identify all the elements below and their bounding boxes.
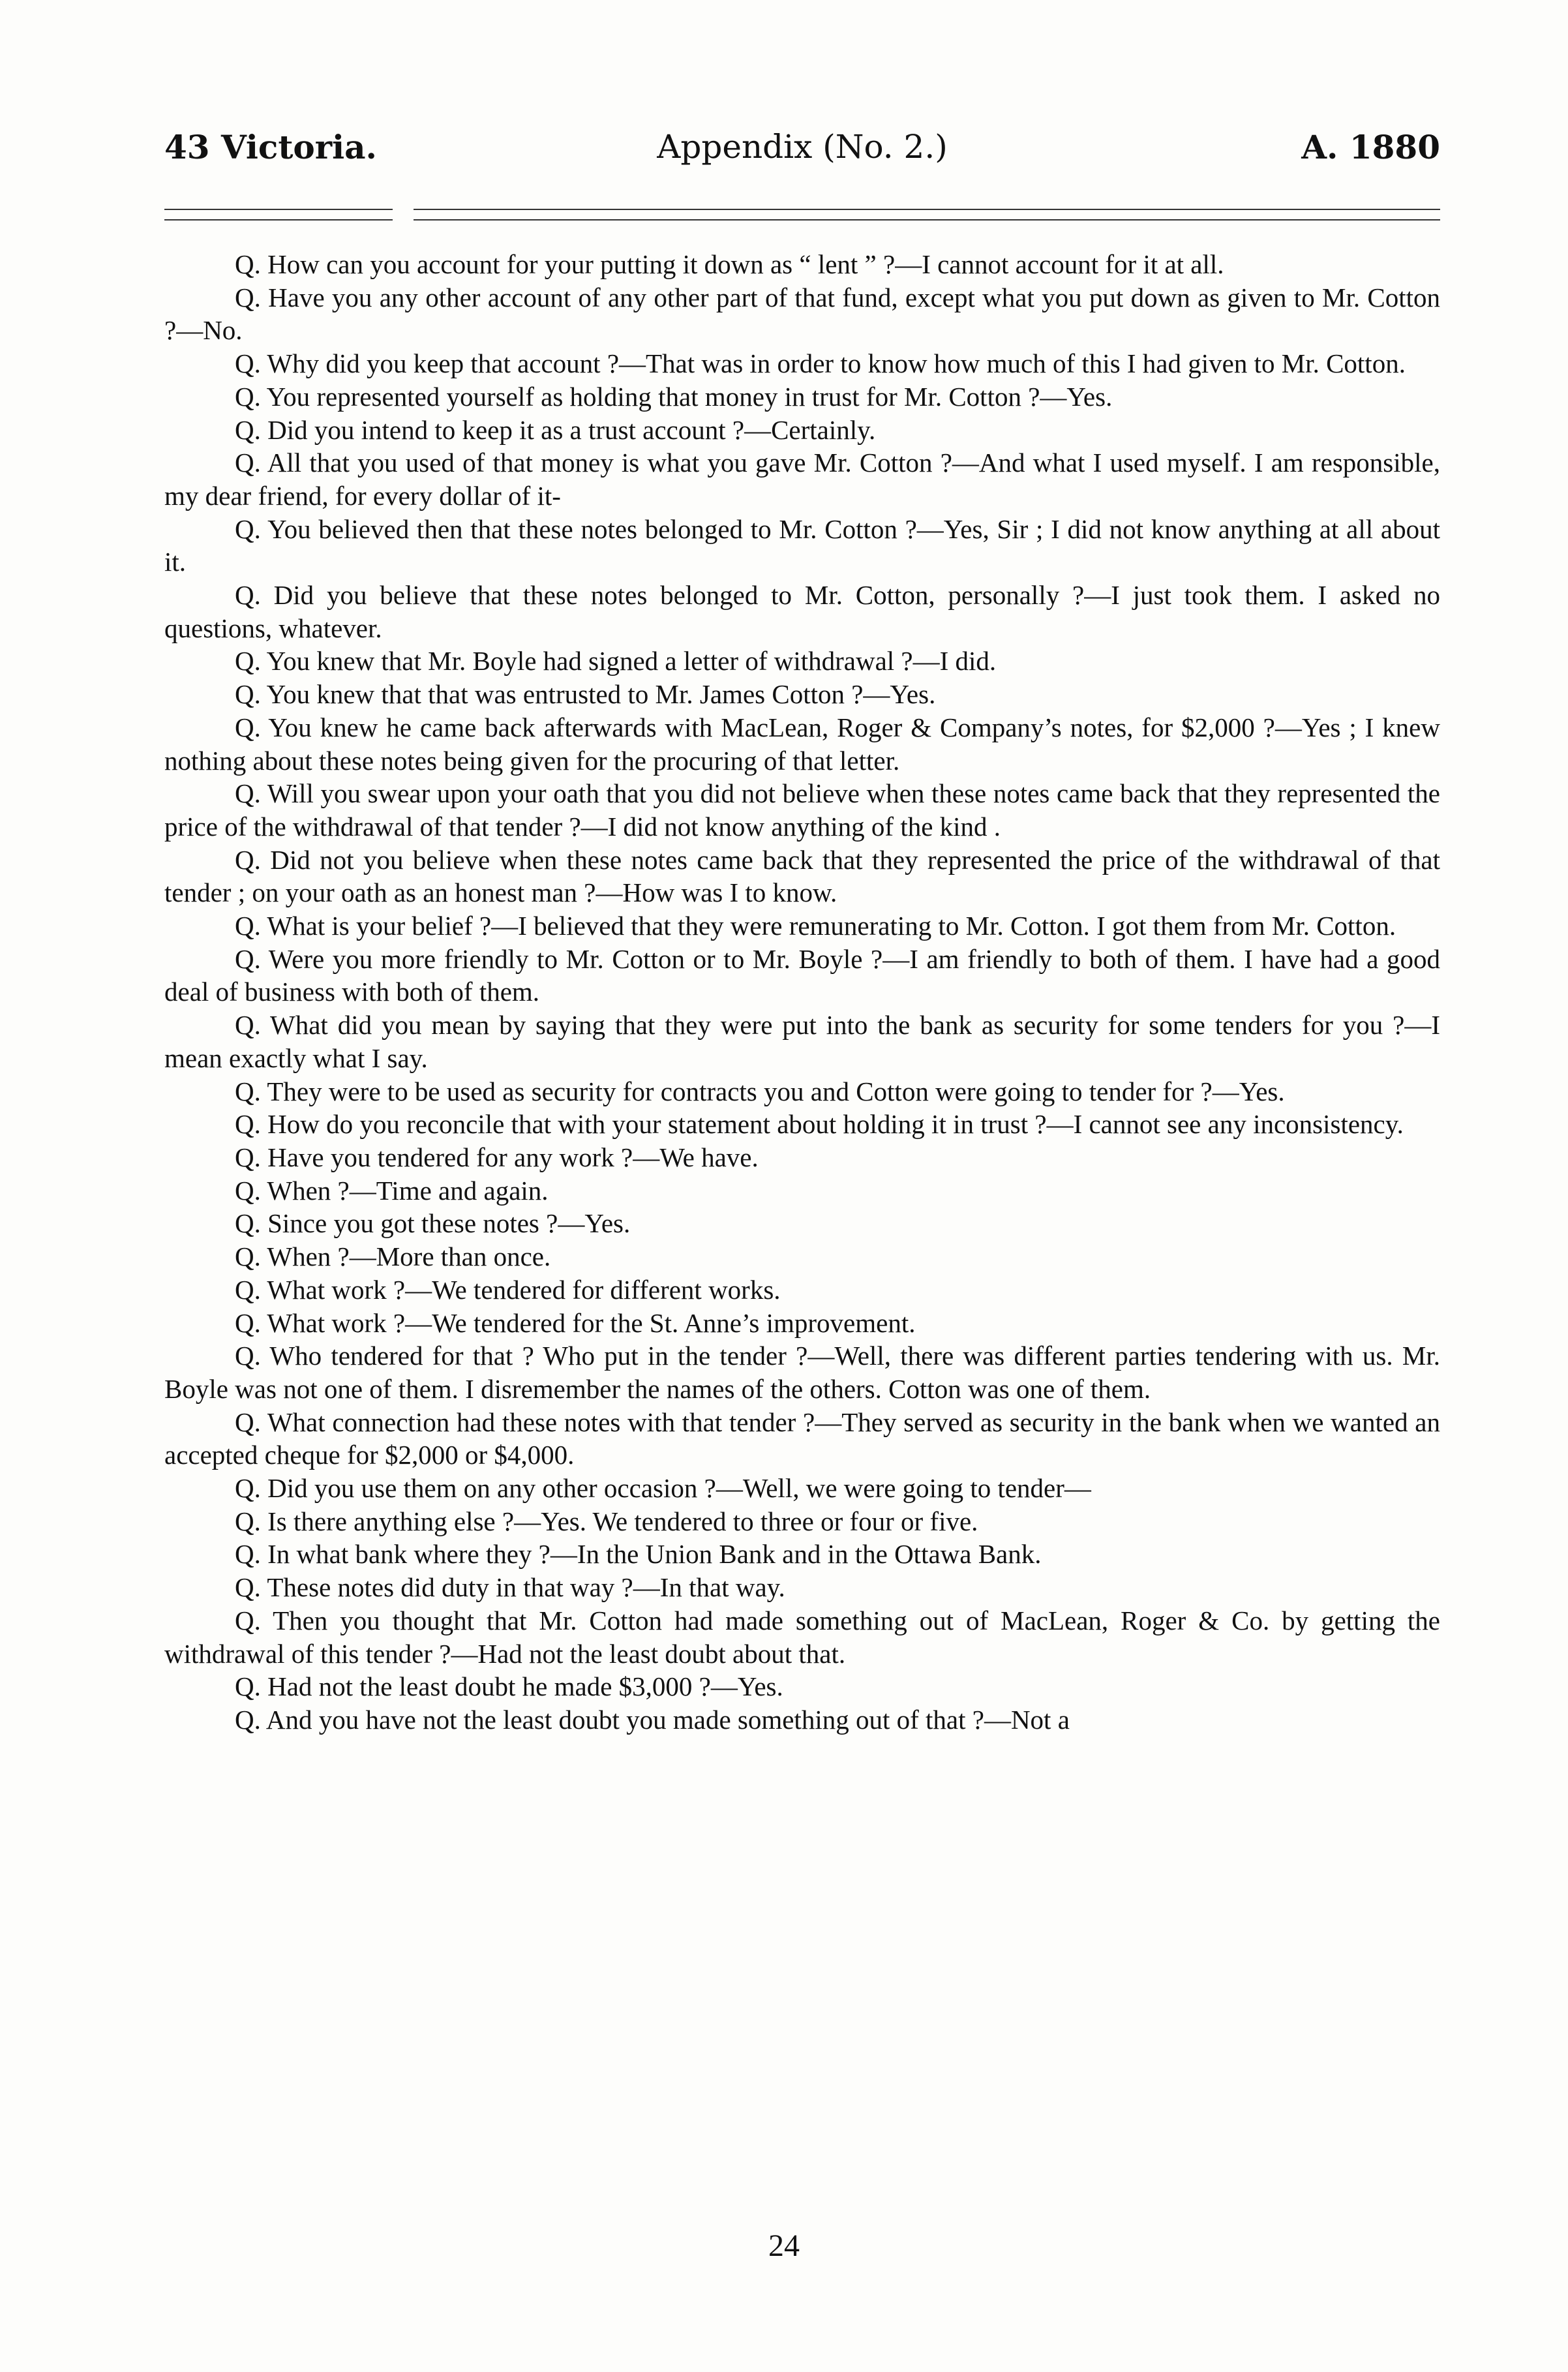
header-rule-left bbox=[164, 209, 393, 220]
paragraph: Q. How do you reconcile that with your statement about holding it in trust ?—I cannot see any inconsistency. bbox=[235, 1109, 1404, 1140]
paragraph: Q. Did you intend to keep it as a trust account ?—Certainly. bbox=[235, 414, 876, 445]
paragraph: Q. How can you account for your putting it down as “ lent ” ?—I cannot account for it at all. bbox=[235, 249, 1224, 279]
paragraph: Q. When ?—More than once. bbox=[235, 1241, 551, 1272]
paragraph: Q. What is your belief ?—I believed that they were remunerating to Mr. Cotton. I got them from Mr. Cotton. bbox=[235, 911, 1396, 941]
paragraph: Q. Will you swear upon your oath that you did not believe when these notes came back that they represented the price of the withdrawal of that tender ?—I did not know anything of the kind . bbox=[164, 778, 1440, 842]
paragraph: Q. All that you used of that money is what you gave Mr. Cotton ?—And what I used myself. I am responsible, my dear friend, for every dollar of it- bbox=[164, 448, 1440, 511]
paragraph: Q. Had not the least doubt he made $3,000 ?—Yes. bbox=[235, 1671, 783, 1702]
paragraph: Q. What did you mean by saying that they were put into the bank as security for some tenders for you ?—I mean exactly what I say. bbox=[164, 1010, 1440, 1073]
paragraph: Q. When ?—Time and again. bbox=[235, 1175, 549, 1206]
page-body bbox=[164, 248, 1440, 1737]
paragraph: Q. You believed then that these notes belonged to Mr. Cotton ?—Yes, Sir ; I did not know anything at all about it. bbox=[164, 513, 1440, 577]
paragraph: Q. Did you use them on any other occasion ?—Well, we were going to tender— bbox=[235, 1473, 1091, 1504]
paragraph: Q. Were you more friendly to Mr. Cotton or to Mr. Boyle ?—I am friendly to both of them. I have had a good deal of business with both of them. bbox=[164, 943, 1440, 1007]
paragraph: Q. Have you any other account of any other part of that fund, except what you put down as given to Mr. Cotton ?—No. bbox=[164, 282, 1440, 346]
header-left-text: 43 Victoria. bbox=[164, 128, 377, 166]
paragraph: Q. Is there anything else ?—Yes. We tendered to three or four or five. bbox=[235, 1506, 978, 1536]
paragraph: Q. What work ?—We tendered for different works. bbox=[235, 1274, 781, 1305]
paragraph: Q. Who tendered for that ? Who put in the tender ?—Well, there was different parties tendering with us. Mr. Boyle was not one of them. I disremember the names of the others. Cotton was one of them. bbox=[164, 1341, 1440, 1404]
paragraph: Q. These notes did duty in that way ?—In that way. bbox=[235, 1572, 785, 1603]
paragraph: Q. Then you thought that Mr. Cotton had made something out of MacLean, Roger & Co. by getting the withdrawal of this tender ?—Had not the least doubt about that. bbox=[164, 1605, 1440, 1669]
paragraph: Q. Did not you believe when these notes came back that they represented the price of the withdrawal of that tender ; on your oath as an honest man ?—How was I to know. bbox=[164, 844, 1440, 908]
paragraph: Q. Did you believe that these notes belonged to Mr. Cotton, personally ?—I just took them. I asked no questions, whatever. bbox=[164, 580, 1440, 643]
paragraph: Q. You represented yourself as holding that money in trust for Mr. Cotton ?—Yes. bbox=[235, 381, 1113, 412]
paragraph: Q. And you have not the least doubt you made something out of that ?—Not a bbox=[235, 1704, 1070, 1735]
header-center-text: Appendix (No. 2.) bbox=[657, 128, 948, 166]
page-header bbox=[164, 128, 1440, 174]
paragraph: Q. Since you got these notes ?—Yes. bbox=[235, 1208, 631, 1239]
header-right-text: A. 1880 bbox=[1301, 128, 1440, 166]
paragraph: Q. What work ?—We tendered for the St. Anne’s improvement. bbox=[235, 1307, 916, 1338]
paragraph: Q. They were to be used as security for contracts you and Cotton were going to tender for ?—Yes. bbox=[235, 1076, 1285, 1106]
paragraph: Q. Have you tendered for any work ?—We have. bbox=[235, 1142, 759, 1172]
page-number: 24 bbox=[768, 2228, 800, 2263]
paragraph: Q. You knew that Mr. Boyle had signed a letter of withdrawal ?—I did. bbox=[235, 646, 997, 677]
header-rule-right bbox=[414, 209, 1440, 220]
paragraph: Q. You knew he came back afterwards with MacLean, Roger & Company’s notes, for $2,000 ?—Yes ; I knew nothing about these notes being given for the procuring of that letter. bbox=[164, 712, 1440, 776]
paragraph: Q. You knew that that was entrusted to Mr. James Cotton ?—Yes. bbox=[235, 679, 936, 710]
paragraph: Q. Why did you keep that account ?—That was in order to know how much of this I had given to Mr. Cotton. bbox=[235, 348, 1406, 379]
paragraph: Q. In what bank where they ?—In the Union Bank and in the Ottawa Bank. bbox=[235, 1539, 1042, 1570]
paragraph: Q. What connection had these notes with that tender ?—They served as security in the bank when we wanted an accepted cheque for $2,000 or $4,000. bbox=[164, 1406, 1440, 1470]
